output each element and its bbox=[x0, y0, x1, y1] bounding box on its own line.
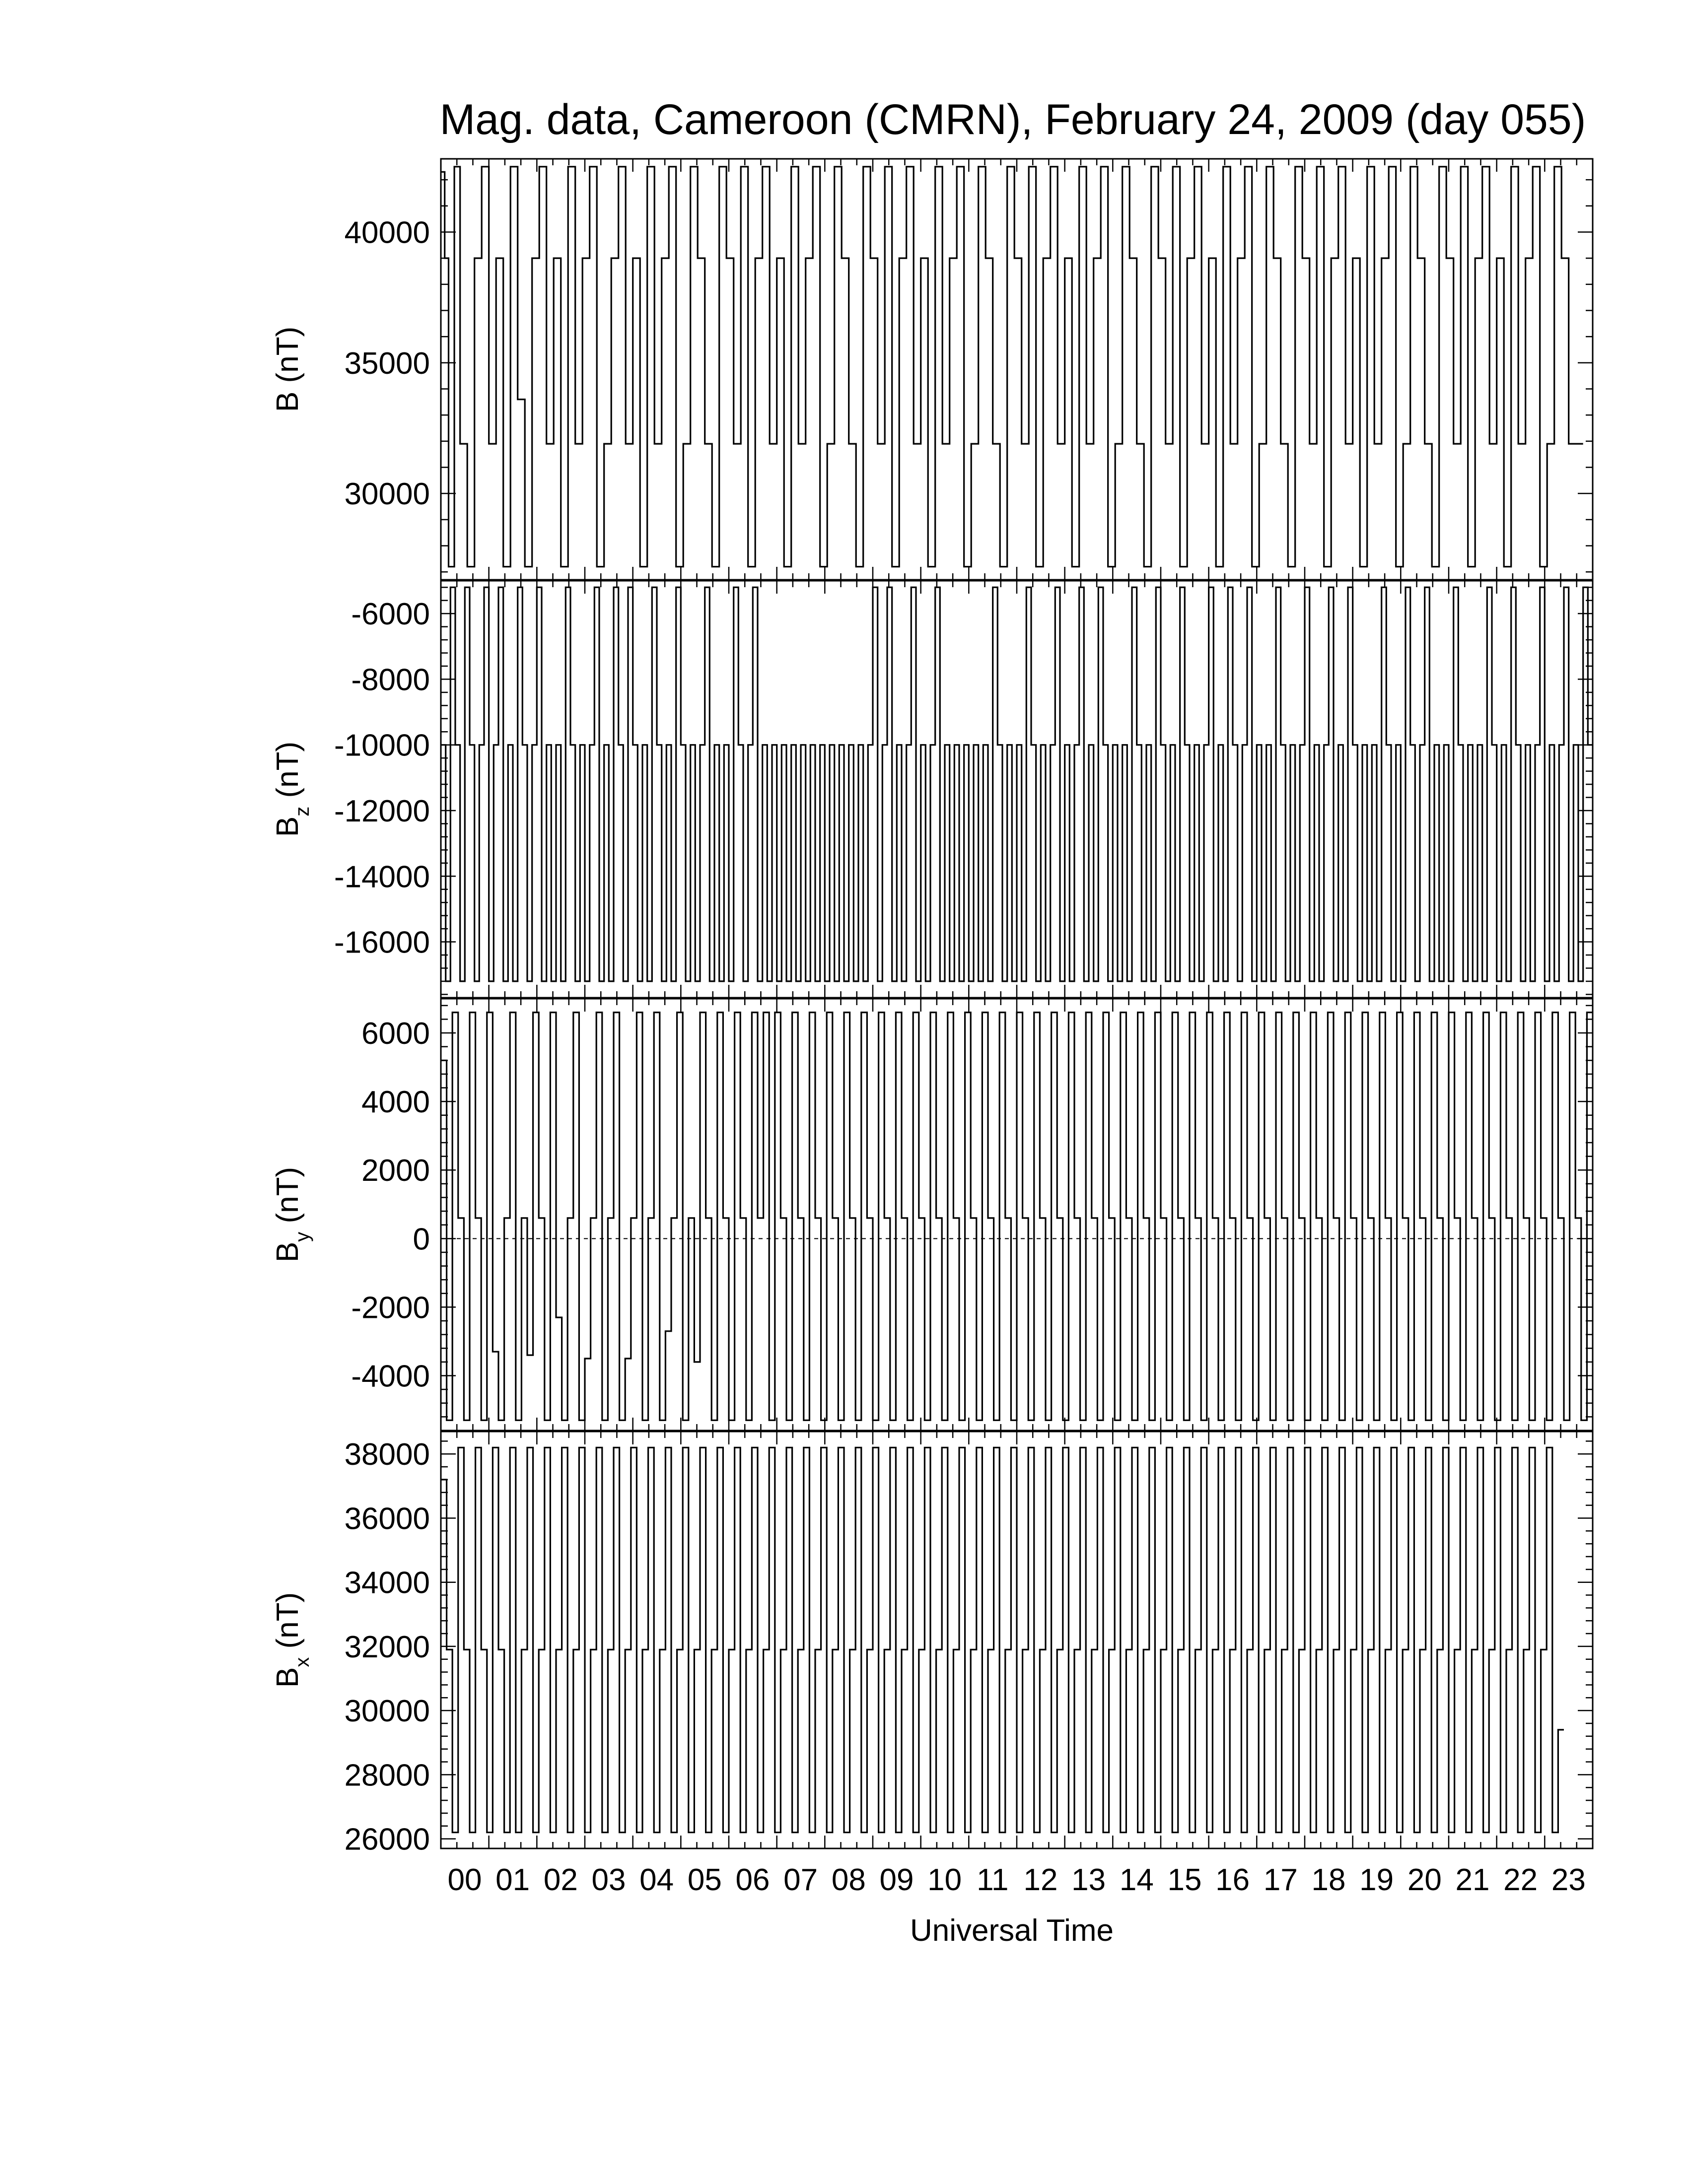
x-tick-label: 20 bbox=[1407, 1863, 1442, 1897]
x-tick-label: 09 bbox=[879, 1863, 914, 1897]
x-tick-label: 22 bbox=[1503, 1863, 1538, 1897]
x-tick-label: 11 bbox=[977, 1863, 1009, 1897]
x-tick-label: 16 bbox=[1215, 1863, 1250, 1897]
x-tick-label: 07 bbox=[783, 1863, 818, 1897]
y-tick-label: 2000 bbox=[361, 1154, 430, 1188]
y-tick-label: -2000 bbox=[351, 1291, 430, 1325]
x-tick-label: 02 bbox=[543, 1863, 578, 1897]
x-tick-label: 23 bbox=[1551, 1863, 1586, 1897]
x-tick-label: 12 bbox=[1023, 1863, 1058, 1897]
x-axis-label: Universal Time bbox=[910, 1913, 1114, 1948]
x-tick-label: 08 bbox=[831, 1863, 866, 1897]
x-tick-label: 04 bbox=[639, 1863, 674, 1897]
y-tick-label: 0 bbox=[413, 1222, 430, 1257]
y-label-subscript: x bbox=[291, 1657, 313, 1667]
y-tick-label: 28000 bbox=[344, 1758, 430, 1793]
y-tick-label: 32000 bbox=[344, 1630, 430, 1664]
y-label-unit: (nT) bbox=[271, 1592, 305, 1657]
x-tick-label: 05 bbox=[687, 1863, 722, 1897]
y-tick-label: 30000 bbox=[344, 477, 430, 512]
x-tick-label: 06 bbox=[735, 1863, 770, 1897]
x-tick-label: 01 bbox=[495, 1863, 530, 1897]
y-tick-label: 4000 bbox=[361, 1085, 430, 1120]
x-tick-label: 18 bbox=[1311, 1863, 1346, 1897]
y-label-main: B bbox=[271, 391, 305, 412]
y-label-unit: (nT) bbox=[271, 741, 305, 807]
y-tick-label: 30000 bbox=[344, 1694, 430, 1729]
x-tick-label: 19 bbox=[1359, 1863, 1394, 1897]
y-tick-label: -10000 bbox=[334, 728, 430, 763]
y-tick-label: -6000 bbox=[351, 597, 430, 632]
x-tick-label: 21 bbox=[1455, 1863, 1490, 1897]
y-tick-label: 40000 bbox=[344, 215, 430, 250]
y-label-subscript: y bbox=[291, 1231, 313, 1242]
y-label-unit: (nT) bbox=[271, 1166, 305, 1232]
y-tick-label: 35000 bbox=[344, 346, 430, 381]
y-tick-label: -12000 bbox=[334, 794, 430, 828]
y-label-unit: (nT) bbox=[271, 326, 305, 392]
x-tick-label: 03 bbox=[591, 1863, 626, 1897]
x-tick-label: 15 bbox=[1167, 1863, 1202, 1897]
figure-title: Mag. data, Cameroon (CMRN), February 24, 2009 (day 055) bbox=[439, 96, 1586, 143]
x-tick-label: 17 bbox=[1263, 1863, 1298, 1897]
y-tick-label: 26000 bbox=[344, 1822, 430, 1857]
y-axis-label bbox=[271, 327, 305, 412]
y-tick-label: -16000 bbox=[334, 925, 430, 960]
y-tick-label: -4000 bbox=[351, 1359, 430, 1394]
y-tick-label: -14000 bbox=[334, 860, 430, 894]
x-tick-label: 00 bbox=[447, 1863, 482, 1897]
x-tick-label: 13 bbox=[1071, 1863, 1106, 1897]
y-tick-label: 38000 bbox=[344, 1437, 430, 1472]
y-tick-label: 6000 bbox=[361, 1017, 430, 1051]
y-label-subscript: z bbox=[291, 806, 313, 817]
y-label-main: B bbox=[271, 1667, 305, 1688]
y-tick-label: 34000 bbox=[344, 1566, 430, 1600]
y-label-main: B bbox=[271, 816, 305, 837]
x-tick-label: 10 bbox=[927, 1863, 962, 1897]
y-label-main: B bbox=[271, 1241, 305, 1263]
x-tick-label: 14 bbox=[1119, 1863, 1154, 1897]
y-tick-label: -8000 bbox=[351, 663, 430, 697]
y-tick-label: 36000 bbox=[344, 1502, 430, 1536]
